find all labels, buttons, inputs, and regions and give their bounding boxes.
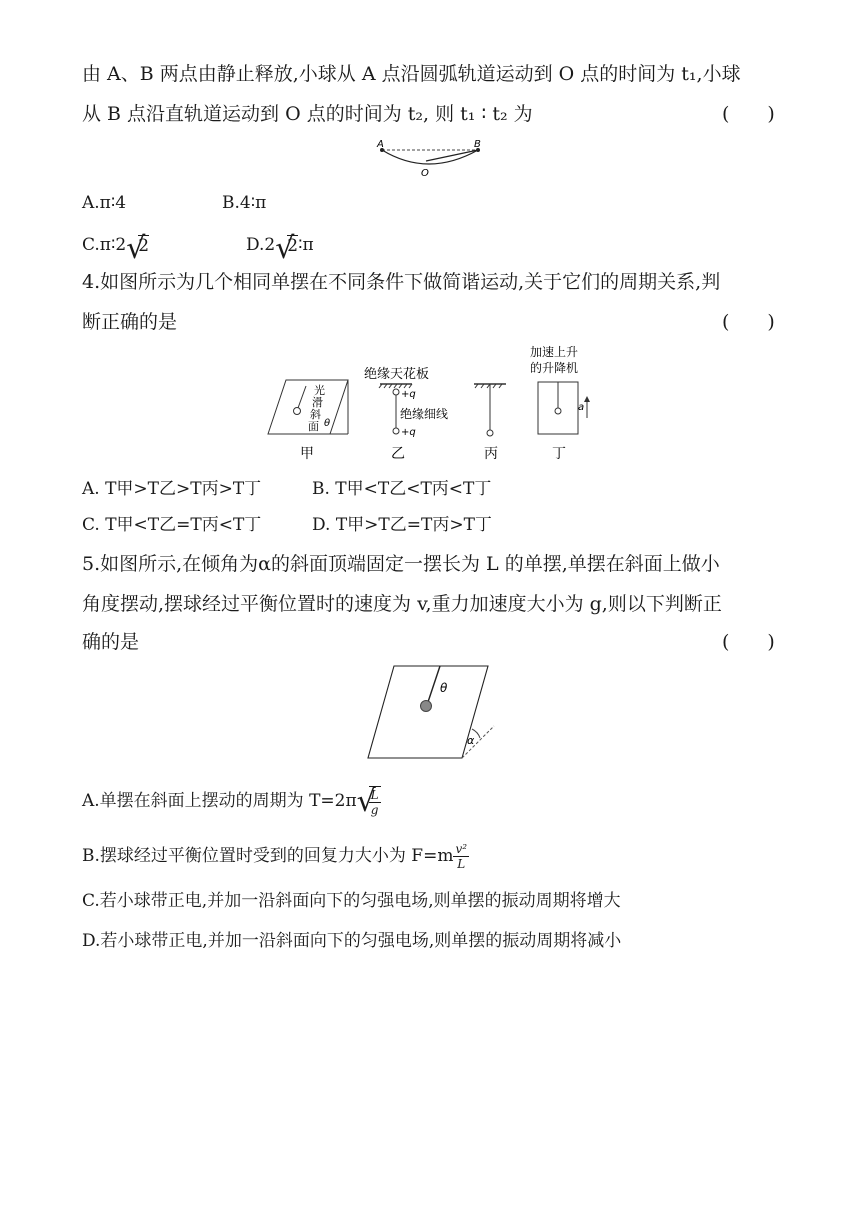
q4-option-d: D. T甲>T乙=T丙>T丁 [312, 515, 492, 535]
caption-yi: 乙 [391, 446, 405, 462]
q3-track-figure [368, 136, 498, 180]
q3-label-b: B [474, 139, 481, 150]
incline-text-2: 滑 [312, 396, 323, 409]
q4-option-b: B. T甲<T乙<T丙<T丁 [312, 479, 492, 499]
incline-text-4: 面 [308, 420, 319, 433]
q4-option-a: A. T甲>T乙>T丙>T丁 [82, 479, 262, 499]
elevator-label-1: 加速上升 [530, 345, 579, 359]
q5-stem-line1: 5.如图所示,在倾角为α的斜面顶端固定一摆长为 L 的单摆,单摆在斜面上做小 [82, 553, 720, 575]
q3-option-a: A.π∶4 [82, 193, 127, 213]
charge-top: +q [401, 389, 416, 400]
caption-jia: 甲 [300, 446, 314, 462]
q4-stem-line2: 断正确的是 [82, 311, 178, 333]
ceiling-label: 绝缘天花板 [364, 367, 430, 382]
q5-option-a: A.单摆在斜面上摆动的周期为 T=2π √ $\frac{L}{g}$ [82, 786, 381, 817]
q3-answer-paren: ( ) [722, 103, 775, 125]
elevator-accel: a [578, 402, 585, 413]
fig-jia [268, 380, 348, 434]
q5-option-d: D.若小球带正电,并加一沿斜面向下的匀强电场,则单摆的振动周期将减小 [82, 931, 622, 951]
incline-text-1: 光 [314, 384, 325, 397]
jia-theta: θ [324, 418, 331, 429]
elevator-label-2: 的升降机 [530, 361, 579, 375]
q5-alpha: α [467, 734, 475, 747]
charge-bottom: +q [401, 427, 416, 438]
q4-stem-line1: 4.如图所示为几个相同单摆在不同条件下做简谐运动,关于它们的周期关系,判 [82, 271, 721, 293]
q3-label-o: O [421, 168, 429, 179]
q5-stem-line3: 确的是 [82, 631, 140, 653]
q3-label-a: A [377, 139, 384, 150]
fig-bing [474, 384, 506, 436]
q3-option-d: D.2√ 2∶π [246, 232, 314, 259]
caption-ding: 丁 [552, 446, 566, 462]
q5-option-c: C.若小球带正电,并加一沿斜面向下的匀强电场,则单摆的振动周期将增大 [82, 891, 621, 911]
incline-text-3: 斜 [310, 408, 321, 421]
q3-option-b: B.4∶π [222, 193, 267, 213]
q5-answer-paren: ( ) [722, 631, 775, 653]
q3-stem-line1: 由 A、B 两点由静止释放,小球从 A 点沿圆弧轨道运动到 O 点的时间为 t₁,小球 [82, 63, 741, 85]
q5-option-b: B.摆球经过平衡位置时受到的回复力大小为 F=m $\frac{\text{v²}}{L}$ [82, 842, 468, 871]
q5-incline-figure [366, 662, 502, 764]
q4-answer-paren: ( ) [722, 311, 775, 333]
q4-option-c: C. T甲<T乙=T丙<T丁 [82, 515, 262, 535]
fig-ding [530, 344, 590, 434]
caption-bing: 丙 [484, 446, 498, 462]
q3-option-c: C.π∶2√ 2 [82, 232, 149, 259]
q3-stem-line2: 从 B 点沿直轨道运动到 O 点的时间为 t₂, 则 t₁ ∶ t₂ 为 [82, 103, 533, 125]
q5-theta: θ [440, 681, 448, 695]
fig-yi [364, 366, 448, 438]
q4-pendulum-figure [262, 342, 602, 464]
thread-label: 绝缘细线 [400, 407, 449, 421]
q5-stem-line2: 角度摆动,摆球经过平衡位置时的速度为 v,重力加速度大小为 g,则以下判断正 [82, 593, 722, 615]
